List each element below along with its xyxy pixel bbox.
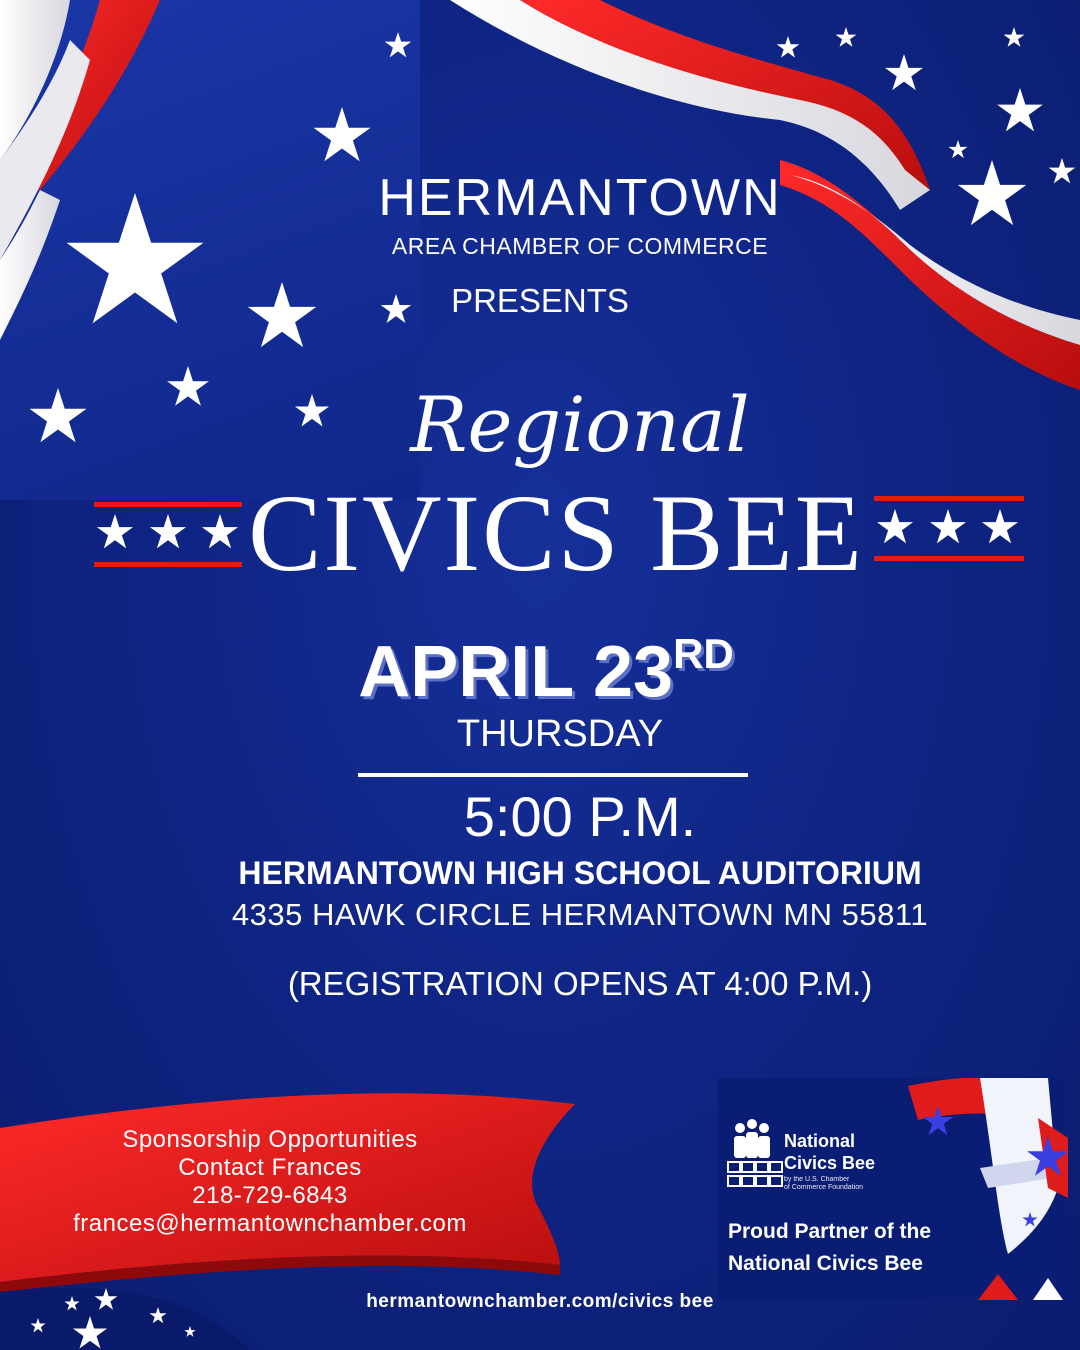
partner-tagline-line: Proud Partner of the [728,1220,932,1243]
sponsor-heading: Sponsorship Opportunities [122,1126,418,1153]
partner-byline-line: of Commerce Foundation [784,1184,863,1191]
sponsor-phone[interactable]: 218-729-6843 [192,1182,348,1209]
sponsor-contact [0,1126,540,1238]
event-time: 5:00 P.M. [463,785,697,848]
partner-byline-line: by the U.S. Chamber [784,1176,850,1183]
website-link[interactable]: hermantownchamber.com/civics bee [366,1291,714,1312]
partner-name-line: National [784,1131,856,1151]
registration-note: (REGISTRATION OPENS AT 4:00 P.M.) [287,965,873,1002]
divider [358,773,748,777]
organization-name: HERMANTOWN [378,169,782,227]
sponsor-email[interactable]: frances@hermantownchamber.com [73,1210,467,1237]
event-address: 4335 HAWK CIRCLE HERMANTOWN MN 55811 [231,897,929,932]
partner-tagline-line: National Civics Bee [728,1252,923,1275]
partner-tagline [728,1216,931,1280]
event-date-text: APRIL 23 [358,632,674,712]
partner-name-line: Civics Bee [784,1153,876,1173]
event-venue: HERMANTOWN HIGH SCHOOL AUDITORIUM [238,855,922,891]
event-date [0,630,1080,713]
organization-subtitle: AREA CHAMBER OF COMMERCE [391,233,769,259]
event-title-script: Regional [410,380,750,469]
event-weekday: THURSDAY [456,713,664,755]
partner-name [784,1130,875,1174]
presents-label: PRESENTS [451,282,629,319]
partner-byline [784,1176,863,1192]
civics-bee-logo-icon [728,1119,782,1186]
event-date-suffix: RD [673,630,734,677]
partner-badge [718,1078,1068,1300]
event-title-main: CIVICS BEE [248,472,864,594]
sponsor-contact-name: Contact Frances [178,1154,362,1181]
